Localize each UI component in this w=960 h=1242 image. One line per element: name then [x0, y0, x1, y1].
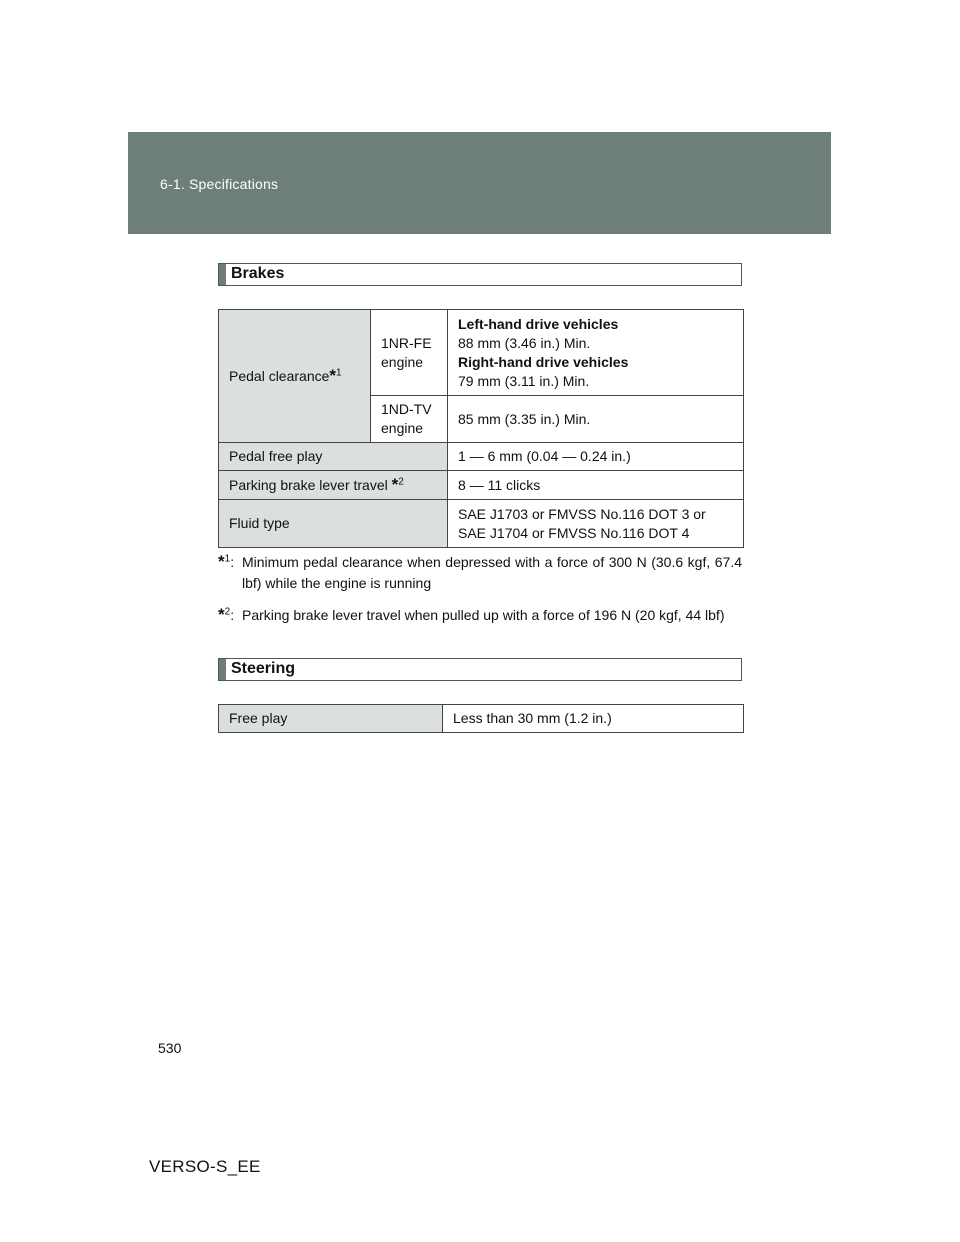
engine-1nd-line2: engine	[381, 420, 424, 436]
page-number: 530	[158, 1040, 182, 1056]
steering-section-title: Steering	[231, 660, 296, 677]
pedal-clearance-label-cell	[219, 310, 371, 443]
footnote-number: 2	[224, 606, 231, 618]
document-code: VERSO-S_EE	[149, 1157, 261, 1176]
engine-1nr-value-cell	[448, 310, 744, 396]
brakes-section-bar	[218, 263, 742, 286]
pedal-free-play-label: Pedal free play	[219, 443, 448, 471]
engine-1nd-value: 85 mm (3.35 in.) Min.	[448, 396, 744, 443]
footnote-asterisk: *	[218, 605, 225, 624]
table-row	[219, 443, 744, 471]
section-breadcrumb: 6-1. Specifications	[160, 176, 279, 192]
engine-1nd-cell	[371, 396, 448, 443]
rhd-value: 79 mm (3.11 in.) Min.	[458, 372, 590, 389]
lever-travel-label-cell	[219, 471, 448, 500]
section-accent	[219, 264, 226, 285]
steering-free-play-label: Free play	[219, 705, 443, 733]
steering-section-bar	[218, 658, 742, 681]
footnote-ref: 2	[398, 475, 404, 487]
engine-1nr-line1: 1NR-FE	[381, 334, 432, 351]
lhd-title: Left-hand drive vehicles	[458, 315, 619, 332]
pedal-clearance-label: Pedal clearance	[229, 367, 330, 384]
section-header-band	[128, 132, 831, 234]
table-row	[219, 705, 744, 733]
footnote-2-mark: *$^2$:	[218, 605, 235, 624]
brakes-section-title: Brakes	[231, 265, 285, 282]
footnote-asterisk: *	[218, 552, 225, 571]
fluid-type-value-cell	[448, 500, 744, 548]
footnote-2	[218, 605, 742, 626]
pedal-free-play-value: 1 — 6 mm (0.04 — 0.24 in.)	[448, 443, 744, 471]
steering-spec-table	[218, 704, 744, 733]
engine-1nr-line2: engine	[381, 353, 424, 370]
footnote-2-text: Parking brake lever travel when pulled up with a force of 196 N (20 kgf, 44 lbf)	[242, 607, 725, 623]
footnote-ref: 1	[336, 366, 342, 378]
fluid-type-line1: SAE J1703 or FMVSS No.116 DOT 3 or	[458, 505, 706, 522]
steering-free-play-value: Less than 30 mm (1.2 in.)	[443, 705, 744, 733]
lever-travel-value: 8 — 11 clicks	[448, 471, 744, 500]
rhd-title: Right-hand drive vehicles	[458, 353, 629, 370]
brakes-spec-table	[218, 309, 744, 548]
footnote-1	[218, 552, 742, 594]
lhd-value: 88 mm (3.46 in.) Min.	[458, 334, 591, 351]
table-row	[219, 500, 744, 548]
footnote-asterisk: *	[391, 474, 399, 494]
footnote-1-text: Minimum pedal clearance when depressed with a force of 300 N (30.6 kgf, 67.4 lbf) while the engine is running	[242, 554, 742, 591]
fluid-type-line2: SAE J1704 or FMVSS No.116 DOT 4	[458, 524, 690, 541]
table-row	[219, 471, 744, 500]
footnote-number: 1	[224, 553, 231, 565]
footnote-asterisk: *	[329, 365, 337, 385]
engine-1nr-cell	[371, 310, 448, 396]
lever-travel-label: Parking brake lever travel	[229, 476, 392, 493]
engine-1nd-line1: 1ND-TV	[381, 401, 432, 417]
table-row	[219, 310, 744, 396]
section-accent	[219, 659, 226, 680]
fluid-type-label: Fluid type	[219, 500, 448, 548]
footnote-1-mark: *$^1$:	[218, 552, 235, 571]
